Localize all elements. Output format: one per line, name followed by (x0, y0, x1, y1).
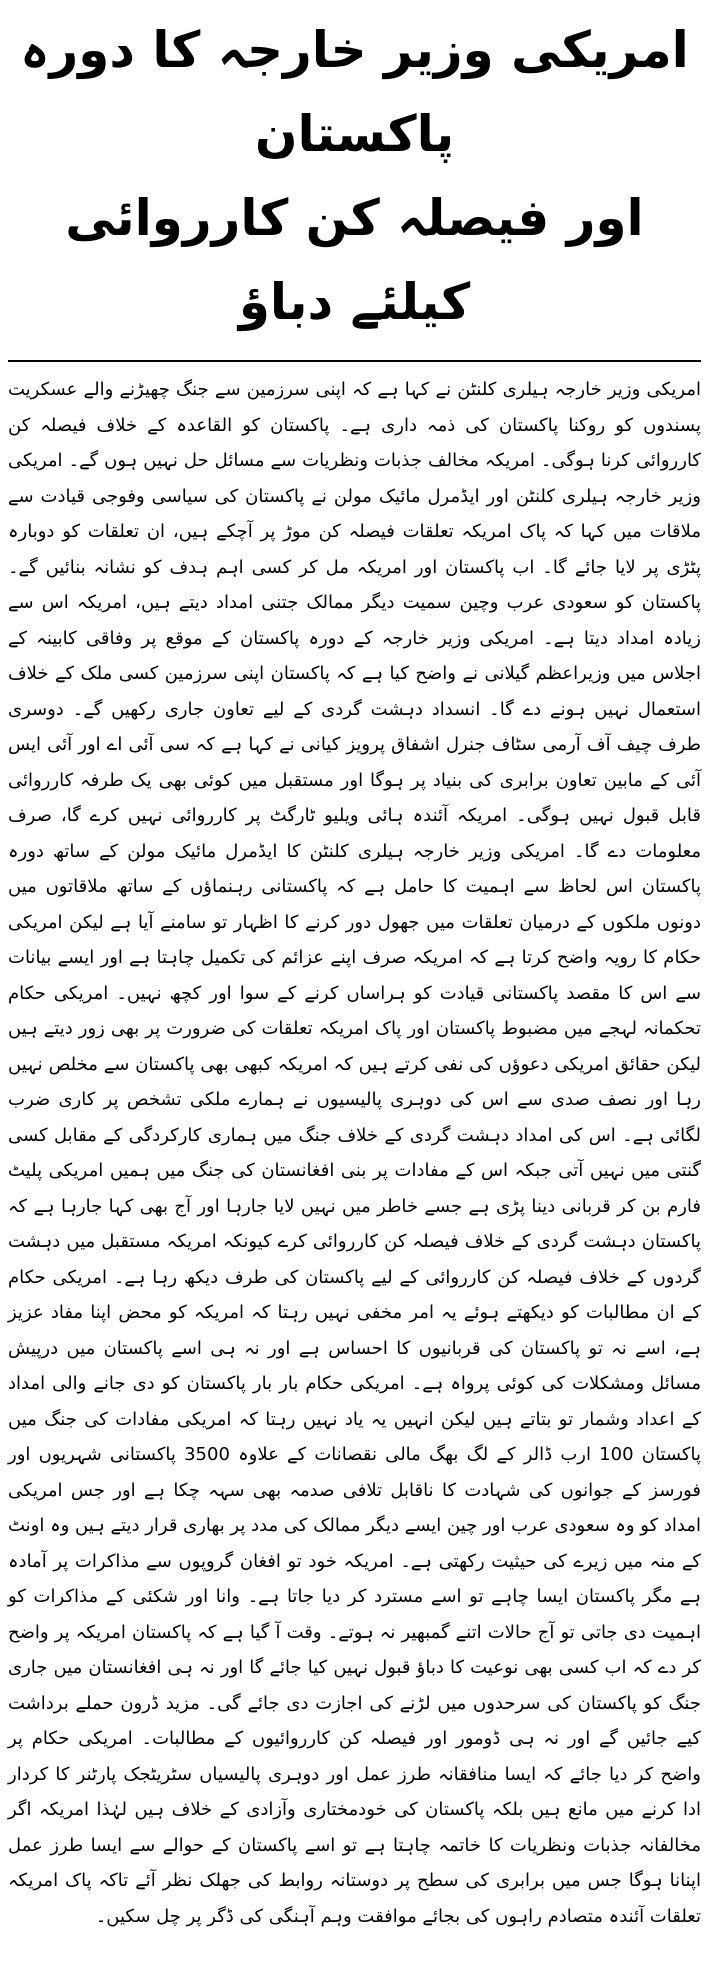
headline (6, 8, 703, 344)
headline-line-2: اور فیصلہ کن کارروائی کیلئے دباؤ (65, 189, 644, 331)
article-body: امریکی وزیر خارجہ ہیلری کلنٹن نے کہا ہے کہ اپنی سرزمین سے جنگ چھیڑنے والے عسکریت پسندوں کو روکنا پاکستان کی ذمہ داری ہے۔ پاکستان کو القاعدہ کے خلاف فیصلہ کن کارروائی کرنا ہوگی۔ امریکہ مخالف جذبات ونظریات سے مسائل حل نہیں ہوں گے۔ امریکی وزیر خارجہ ہیلری کلنٹن اور ایڈمرل مائیک مولن نے پاکستان کی سیاسی وفوجی قیادت سے ملاقات میں کہا کہ پاک امریکہ تعلقات فیصلہ کن موڑ پر آچکے ہیں، ان تعلقات کو دوبارہ پٹڑی پر لایا جائے گا۔ اب پاکستان اور امریکہ مل کر کسی اہم ہدف کو نشانہ بنائیں گے۔ پاکستان کو سعودی عرب وچین سمیت دیگر ممالک جتنی امداد دیتے ہیں، امریکہ اس سے زیادہ امداد دیتا ہے۔ امریکی وزیر خارجہ کے دورہ پاکستان کے موقع پر وفاقی کابینہ کے اجلاس میں وزیراعظم گیلانی نے واضح کیا ہے کہ پاکستان اپنی سرزمین کسی ملک کے خلاف استعمال نہیں ہونے دے گا۔ انسداد دہشت گردی کے لیے تعاون جاری رکھیں گے۔ دوسری طرف چیف آف آرمی سٹاف جنرل اشفاق پرویز کیانی نے کہا ہے کہ سی آئی اے اور آئی ایس آئی کے مابین تعاون برابری کی بنیاد پر ہوگا اور مستقبل میں کوئی بھی یک طرفہ کارروائی قابل قبول نہیں ہوگی۔ امریکہ آئندہ ہائی ویلیو ٹارگٹ پر کارروائی نہیں کرے گا، صرف معلومات دے گا۔ امریکی وزیر خارجہ ہیلری کلنٹن کا ایڈمرل مائیک مولن کے ساتھ دورہ پاکستان اس لحاظ سے اہمیت کا حامل ہے کہ پاکستانی رہنماؤں کے ساتھ ملاقاتوں میں دونوں ملکوں کے درمیان تعلقات میں جھول دور کرنے کا اظہار تو سامنے آیا ہے لیکن امریکی حکام کا رویہ واضح کرتا ہے کہ امریکہ صرف اپنے عزائم کی تکمیل چاہتا ہے اور ایسے بیانات سے اس کا مقصد پاکستانی قیادت کو ہراساں کرنے کے سوا اور کچھ نہیں۔ امریکی حکام تحکمانہ لہجے میں مضبوط پاکستان اور پاک امریکہ تعلقات کی ضرورت پر بھی زور دیتے ہیں لیکن حقائق امریکی دعوؤں کی نفی کرتے ہیں کہ امریکہ کبھی بھی پاکستان سے مخلص نہیں رہا اور نصف صدی سے اس کی دوہری پالیسیوں نے ہمارے ملکی تشخص پر کاری ضرب لگائی ہے۔ اس کی امداد دہشت گردی کے خلاف جنگ میں ہماری کارکردگی کے مقابل کسی گنتی میں نہیں آتی جبکہ اس کے مفادات پر بنی افغانستان کی جنگ میں ہمیں امریکی پلیٹ فارم بن کر قربانی دینا پڑی ہے جسے خاطر میں نہیں لایا جارہا اور آج بھی کہا جارہا ہے کہ پاکستان دہشت گردی کے خلاف فیصلہ کن کارروائی کرے کیونکہ امریکہ مستقبل میں دہشت گردوں کے خلاف فیصلہ کن کارروائی کے لیے پاکستان کی طرف دیکھ رہا ہے۔ امریکی حکام کے ان مطالبات کو دیکھتے ہوئے یہ امر مخفی نہیں رہتا کہ امریکہ کو محض اپنا مفاد عزیز ہے، اسے نہ تو پاکستان کی قربانیوں کا احساس ہے اور نہ ہی اسے پاکستان میں درپیش مسائل ومشکلات کی کوئی پرواہ ہے۔ امریکی حکام بار بار پاکستان کو دی جانے والی امداد کے اعداد وشمار تو بتاتے ہیں لیکن انہیں یہ یاد نہیں رہتا کہ امریکی مفادات کی جنگ میں پاکستان 100 ارب ڈالر کے لگ بھگ مالی نقصانات کے علاوہ 3500 پاکستانی شہریوں اور فورسز کے جوانوں کی شہادت کا ناقابل تلافی صدمہ بھی سہہ چکا ہے اور جس امریکی امداد کو وہ سعودی عرب اور چین ایسے دیگر ممالک کی مدد پر بھاری قرار دیتے ہیں وہ اونٹ کے منہ میں زیرے کی حیثیت رکھتی ہے۔ امریکہ خود تو افغان گروپوں سے مذاکرات پر آمادہ ہے مگر پاکستان ایسا چاہے تو اسے مسترد کر دیا جاتا ہے۔ وانا اور شکئی کے مذاکرات کو اہمیت دی جاتی تو آج حالات اتنے گمبھیر نہ ہوتے۔ وقت آ گیا ہے کہ پاکستان امریکہ پر واضح کر دے کہ اب کسی بھی نوعیت کا دباؤ قبول نہیں کیا جائے گا اور نہ ہی افغانستان میں جاری جنگ کو پاکستان کی سرحدوں میں لڑنے کی اجازت دی جائے گی۔ مزید ڈرون حملے برداشت کیے جائیں گے اور نہ ہی ڈومور اور فیصلہ کن کارروائیوں کے مطالبات۔ امریکی حکام پر واضح کر دیا جائے کہ ایسا منافقانہ طرز عمل اور دوہری پالیسیاں سٹریٹجک پارٹنر کا کردار ادا کرنے میں مانع ہیں بلکہ پاکستان کی خودمختاری وآزادی کے خلاف ہیں لہٰذا امریکہ اگر مخالفانہ جذبات ونظریات کا خاتمہ چاہتا ہے تو اسے پاکستان کے حوالے سے ایسا طرز عمل اپنانا ہوگا جس میں برابری کی سطح پر دوستانہ روابط کی جھلک نظر آئے تاکہ پاک امریکہ تعلقات آئندہ متصادم راہوں کی بجائے موافقت وہم آہنگی کی ڈگر پر چل سکیں۔ (8, 379, 701, 1927)
headline-divider (8, 360, 701, 362)
headline-line-1: امریکی وزیر خارجہ کا دورہ پاکستان (20, 21, 689, 163)
